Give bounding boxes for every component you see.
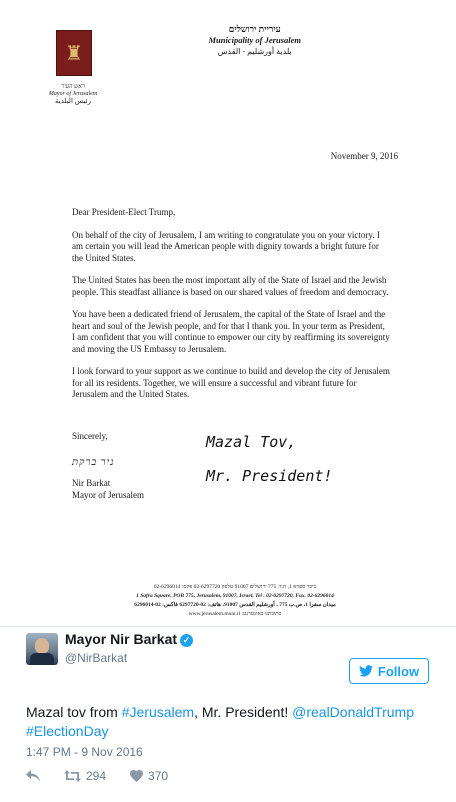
mayor-title-block bbox=[46, 84, 100, 105]
salutation: Dear President-Elect Trump, bbox=[72, 207, 176, 217]
municipality-en: Municipality of Jerusalem bbox=[208, 35, 301, 45]
mayor-title-en: Mayor of Jerusalem bbox=[48, 91, 98, 97]
paragraph-3: You have been a dedicated friend of Jerusalem, the capital of the State of Israel and the heart and soul of the Jewish people, and for that I thank you. In your term as President, I am confident that you will continue to empower our city by reaffirming its sovereignty and moving the US Embassy to Jerusalem. bbox=[72, 309, 390, 354]
mention-realdonaldtrump[interactable]: @realDonaldTrump bbox=[292, 704, 414, 720]
letter-date: November 9, 2016 bbox=[330, 151, 398, 161]
hashtag-jerusalem[interactable]: #Jerusalem bbox=[121, 704, 195, 720]
letter-body bbox=[72, 207, 390, 412]
tweet-text bbox=[26, 703, 426, 741]
user-name-text[interactable]: Mayor Nir Barkat bbox=[65, 631, 178, 647]
letter-footer bbox=[100, 583, 370, 619]
municipality-header bbox=[208, 24, 301, 57]
follow-label: Follow bbox=[377, 663, 420, 679]
tweet-text-2: , Mr. President! bbox=[194, 704, 293, 720]
handwritten-line-2: Mr. President! bbox=[206, 467, 333, 485]
reply-button[interactable] bbox=[26, 770, 40, 782]
footer-he: כיכר ספרא 1, ת.ד. 775 ירושלים 91007 טלפון 02-6297720 פקס: 02-6296014 bbox=[153, 584, 317, 590]
paragraph-2: The United States has been the most important ally of the State of Israel and the Jewish people. This steadfast alliance is based on our shared values of freedom and democracy. bbox=[72, 275, 389, 297]
user-name[interactable] bbox=[65, 631, 193, 647]
user-handle[interactable]: @NirBarkat bbox=[65, 651, 128, 665]
retweet-button[interactable] bbox=[64, 769, 106, 783]
footer-ar: ميدان سفرا 1، ص.ب 775 ، أورشليم القدس 91007، هاتف: 02-6297720 فاكس: 02-6296014 bbox=[134, 602, 336, 608]
mayor-title-ar: رئيس البلدية bbox=[55, 97, 91, 105]
handwritten-note bbox=[206, 425, 332, 493]
tweet-actions bbox=[26, 767, 168, 785]
municipality-he: עיריית ירושלים bbox=[228, 24, 281, 34]
tweet-text-1: Mazal tov from bbox=[26, 704, 122, 720]
closing: Sincerely, bbox=[72, 431, 108, 441]
signature-scribble: ניר ברקת bbox=[72, 456, 115, 468]
reply-icon bbox=[26, 770, 40, 782]
twitter-bird-icon bbox=[359, 665, 373, 677]
paragraph-1: On behalf of the city of Jerusalem, I am writing to congratulate you on your victory. I am certain you will lead the American people with dignity towards a bright future for the United States. bbox=[72, 229, 380, 263]
paragraph-4: I look forward to your support as we continue to build and develop the city of Jerusalem for all its residents. Together, we will ensure a successful and vibrant future for Jerusalem and the United States. bbox=[72, 366, 390, 399]
signer-title: Mayor of Jerusalem bbox=[72, 489, 144, 500]
avatar-suit bbox=[30, 653, 54, 665]
signer-name: Nir Barkat bbox=[72, 478, 111, 488]
like-button[interactable] bbox=[130, 769, 168, 783]
mayor-title-he: ראש העיר bbox=[61, 84, 85, 90]
avatar-face bbox=[35, 638, 49, 654]
like-icon bbox=[130, 770, 143, 782]
tweet-timestamp[interactable]: 1:47 PM - 9 Nov 2016 bbox=[26, 745, 143, 759]
like-count: 370 bbox=[148, 769, 169, 783]
avatar[interactable] bbox=[26, 633, 58, 665]
handwritten-line-1: Mazal Tov, bbox=[206, 433, 297, 451]
signature-block bbox=[72, 431, 202, 501]
footer-en: 1 Safra Square, POB 775, Jerusalem, 91007, Israel, Tel . 02-6297720, Fax. 02-6296014 bbox=[136, 593, 334, 599]
crest-icon: ♜ bbox=[56, 30, 92, 76]
hashtag-electionday[interactable]: #ElectionDay bbox=[26, 723, 109, 739]
retweet-icon bbox=[64, 770, 81, 782]
footer-web: www.jerusalem.muni.il :כתובתנו באינטרנט bbox=[188, 611, 282, 617]
retweet-count: 294 bbox=[86, 769, 107, 783]
verified-icon: ✓ bbox=[180, 634, 193, 647]
municipality-ar: بلدية أورشليم - القدس bbox=[217, 47, 292, 56]
follow-button[interactable] bbox=[349, 658, 429, 684]
